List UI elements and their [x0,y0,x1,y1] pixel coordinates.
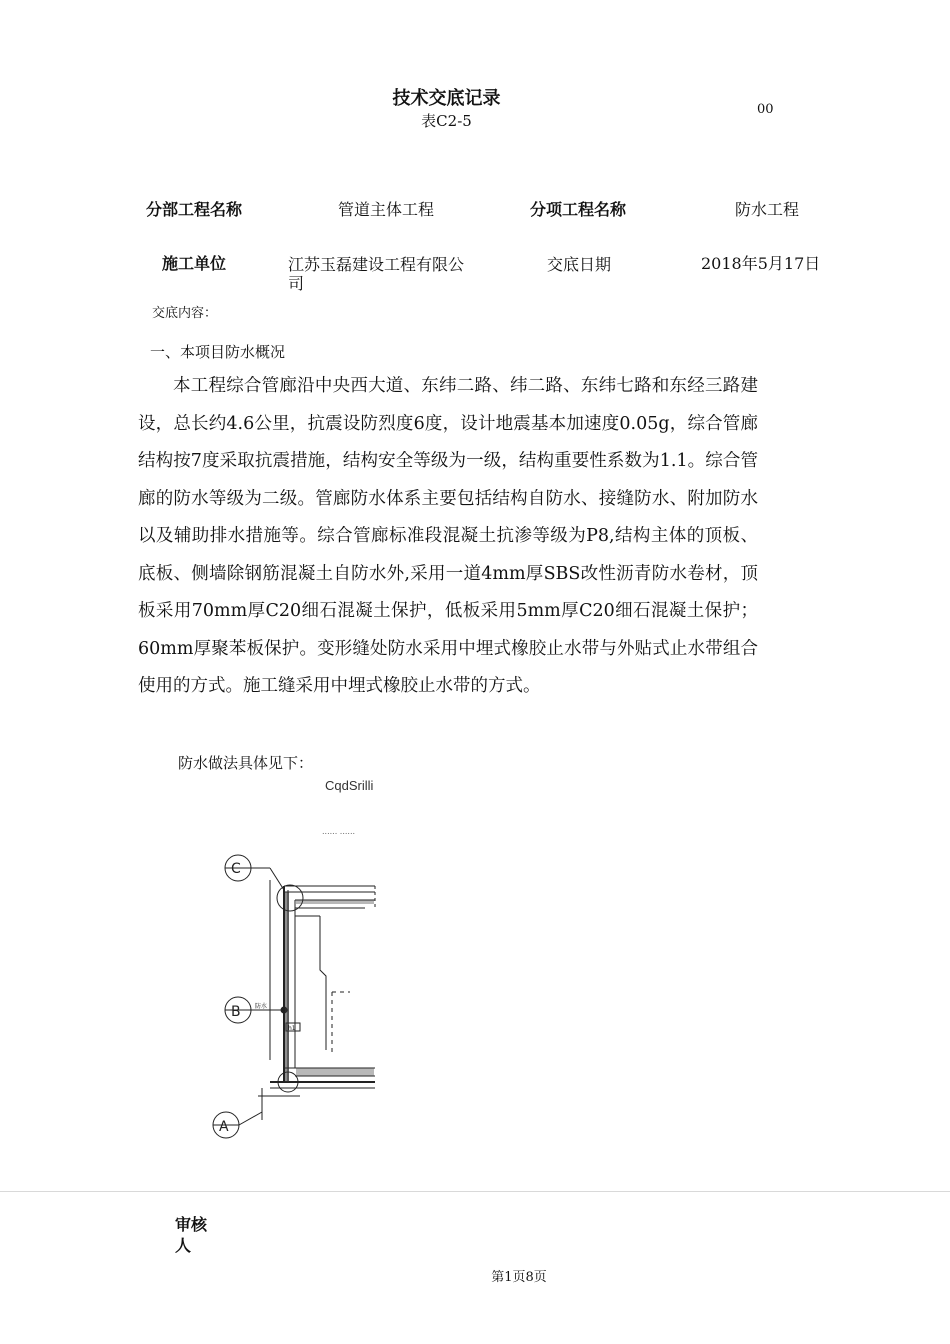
document-title: 技术交底记录 [392,88,501,109]
unit-value-line2: 司 [288,274,305,293]
reviewer-label: 审核人 [175,1215,208,1255]
drawing-caption-2: ...... ...... [322,827,356,836]
item-value: 防水工程 [735,200,800,219]
waterproof-detail-drawing [200,820,390,1150]
marker-c-label: C [231,861,241,877]
date-label: 交底日期 [547,255,612,274]
form-code: 表C2-5 [421,112,472,130]
marker-b-tag: 防水 [255,1003,268,1010]
item-label: 分项工程名称 [530,200,627,219]
figure-intro: 防水做法具体见下： [178,754,314,772]
overview-paragraph: 本工程综合管廊沿中央西大道、东纬二路、纬二路、东纬七路和东经三路建设，总长约4.6公里，抗震设防烈度6度，设计地震基本加速度0.05g，综合管廊结构按7度采取抗震措施，结构安全等级为一级，结构重要性系数为1.1。综合管廊的防水等级为二级。管廊防水体系主要包括结构自防水、接缝防水、附加防水以及辅助排水措施等。综合管廊标准段混凝土抗渗等级为P8,结构主体的顶板、底板、侧墙除钢筋混凝土自防水外,采用一道4mm厚SBS改性沥青防水卷材，顶板采用70mm厚C20细石混凝土保护，低板采用5mm厚C20细石混凝土保护；60mm厚聚苯板保护。变形缝处防水采用中埋式橡胶止水带与外贴式止水带组合使用的方式。施工缝采用中埋式橡胶止水带的方式。 [138,376,758,696]
sub-project-label: 分部工程名称 [146,200,243,219]
h1-tag: h1 [288,1025,296,1032]
drawing-caption: CqdSrilli [325,778,374,793]
footer-divider [0,1191,950,1192]
sub-project-value: 管道主体工程 [338,200,435,219]
marker-b-label: B [231,1004,241,1020]
content-label: 交底内容： [152,306,218,321]
page-number: 第1页8页 [491,1270,547,1285]
unit-value-line1: 江苏玉磊建设工程有限公 [288,255,465,274]
unit-label: 施工单位 [162,254,227,273]
section-heading: 一、本项目防水概况 [150,343,286,361]
marker-a-label: A [219,1119,229,1135]
corner-mark: 00 [757,102,774,117]
date-value: 2018年5月17日 [701,254,821,273]
